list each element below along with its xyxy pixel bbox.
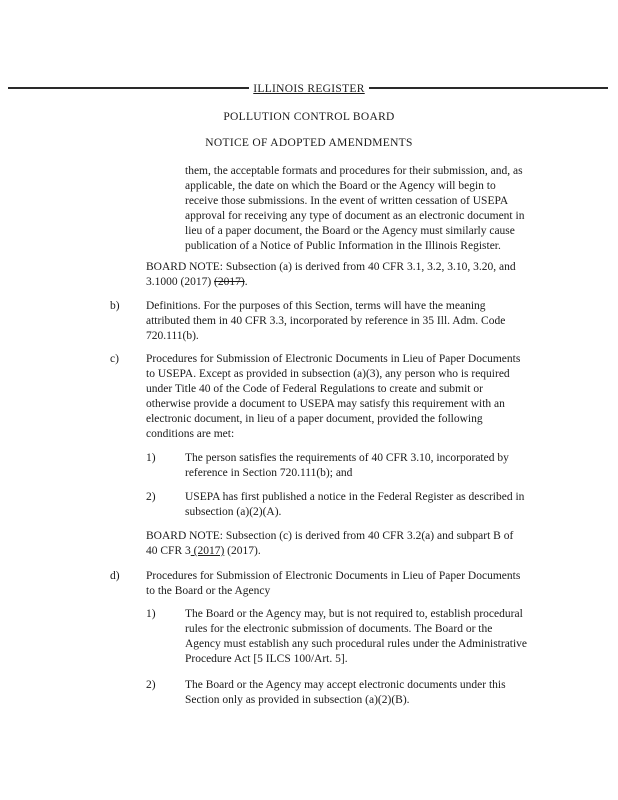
item-line: Agency must establish any such procedural rules under the Administrative [185, 638, 528, 650]
intro-line: approval for receiving any type of document as an electronic document in [185, 210, 525, 222]
section-c-text [146, 352, 540, 442]
section-c-line: under Title 40 of the Code of Federal Regulations to create and submit or [146, 383, 483, 395]
section-d-label: d) [110, 570, 120, 582]
inserted-text: (2017) [190, 545, 225, 557]
item-line: Section only as provided in subsection (a)(2)(B). [185, 694, 410, 706]
section-b-text [146, 299, 540, 344]
board-note-line: BOARD NOTE: Subsection (a) is derived from 40 CFR 3.1, 3.2, 3.10, 3.20, and [146, 261, 516, 273]
register-title: ILLINOIS REGISTER [0, 82, 618, 97]
board-note-line: 3.1000 (2017) (2017). [146, 276, 248, 288]
section-b-line: Definitions. For the purposes of this Section, terms will have the meaning [146, 300, 486, 312]
board-note-a [146, 260, 540, 290]
intro-line: publication of a Notice of Public Information in the Illinois Register. [185, 240, 501, 252]
section-c-item-2-number: 2) [146, 491, 156, 503]
item-line: The Board or the Agency may, but is not required to, establish procedural [185, 608, 523, 620]
struck-text: (2017) [214, 276, 245, 288]
section-b-line: 720.111(b). [146, 330, 199, 342]
section-c-line: conditions are met: [146, 428, 235, 440]
section-c-item-1-number: 1) [146, 452, 156, 464]
intro-line: them, the acceptable formats and procedures for their submission, and, as [185, 165, 523, 177]
item-line: Procedure Act [5 ILCS 100/Art. 5]. [185, 653, 348, 665]
section-d-item-1-number: 1) [146, 608, 156, 620]
section-c-line: electronic document, in lieu of a paper document, provided the following [146, 413, 483, 425]
section-d-item-2-number: 2) [146, 679, 156, 691]
intro-line: receive those submissions. In the event of written cessation of USEPA [185, 195, 509, 207]
section-d-line: to the Board or the Agency [146, 585, 271, 597]
section-c-line: Procedures for Submission of Electronic Documents in Lieu of Paper Documents [146, 353, 521, 365]
item-line: rules for the electronic submission of documents. The Board or the [185, 623, 493, 635]
section-c-line: otherwise provide a document to USEPA may satisfy this requirement with an [146, 398, 505, 410]
intro-paragraph [185, 164, 540, 254]
section-c-item-1-text [185, 451, 540, 481]
section-d-item-2-text [185, 678, 540, 708]
section-c-label: c) [110, 353, 119, 365]
notice-title: NOTICE OF ADOPTED AMENDMENTS [205, 137, 413, 149]
board-note-line: 40 CFR 3 (2017) (2017). [146, 545, 261, 557]
section-c-item-2-text [185, 490, 540, 520]
item-line: The person satisfies the requirements of 40 CFR 3.10, incorporated by [185, 452, 509, 464]
section-d-text [146, 569, 540, 599]
board-note-c [146, 529, 540, 559]
item-line: USEPA has first published a notice in the Federal Register as described in [185, 491, 525, 503]
item-line: reference in Section 720.111(b); and [185, 467, 353, 479]
section-b-line: attributed them in 40 CFR 3.3, incorporated by reference in 35 Ill. Adm. Code [146, 315, 506, 327]
section-b-label: b) [110, 300, 120, 312]
intro-line: lieu of a paper document, the Board or the Agency must similarly cause [185, 225, 515, 237]
section-d-item-1-text [185, 607, 540, 667]
item-line: subsection (a)(2)(A). [185, 506, 282, 518]
section-d-line: Procedures for Submission of Electronic Documents in Lieu of Paper Documents [146, 570, 521, 582]
section-c-line: to USEPA. Except as provided in subsection (a)(3), any person who is required [146, 368, 510, 380]
intro-line: applicable, the date on which the Board or the Agency will begin to [185, 180, 496, 192]
board-note-line: BOARD NOTE: Subsection (c) is derived from 40 CFR 3.2(a) and subpart B of [146, 530, 514, 542]
item-line: The Board or the Agency may accept electronic documents under this [185, 679, 506, 691]
board-title: POLLUTION CONTROL BOARD [223, 111, 395, 123]
